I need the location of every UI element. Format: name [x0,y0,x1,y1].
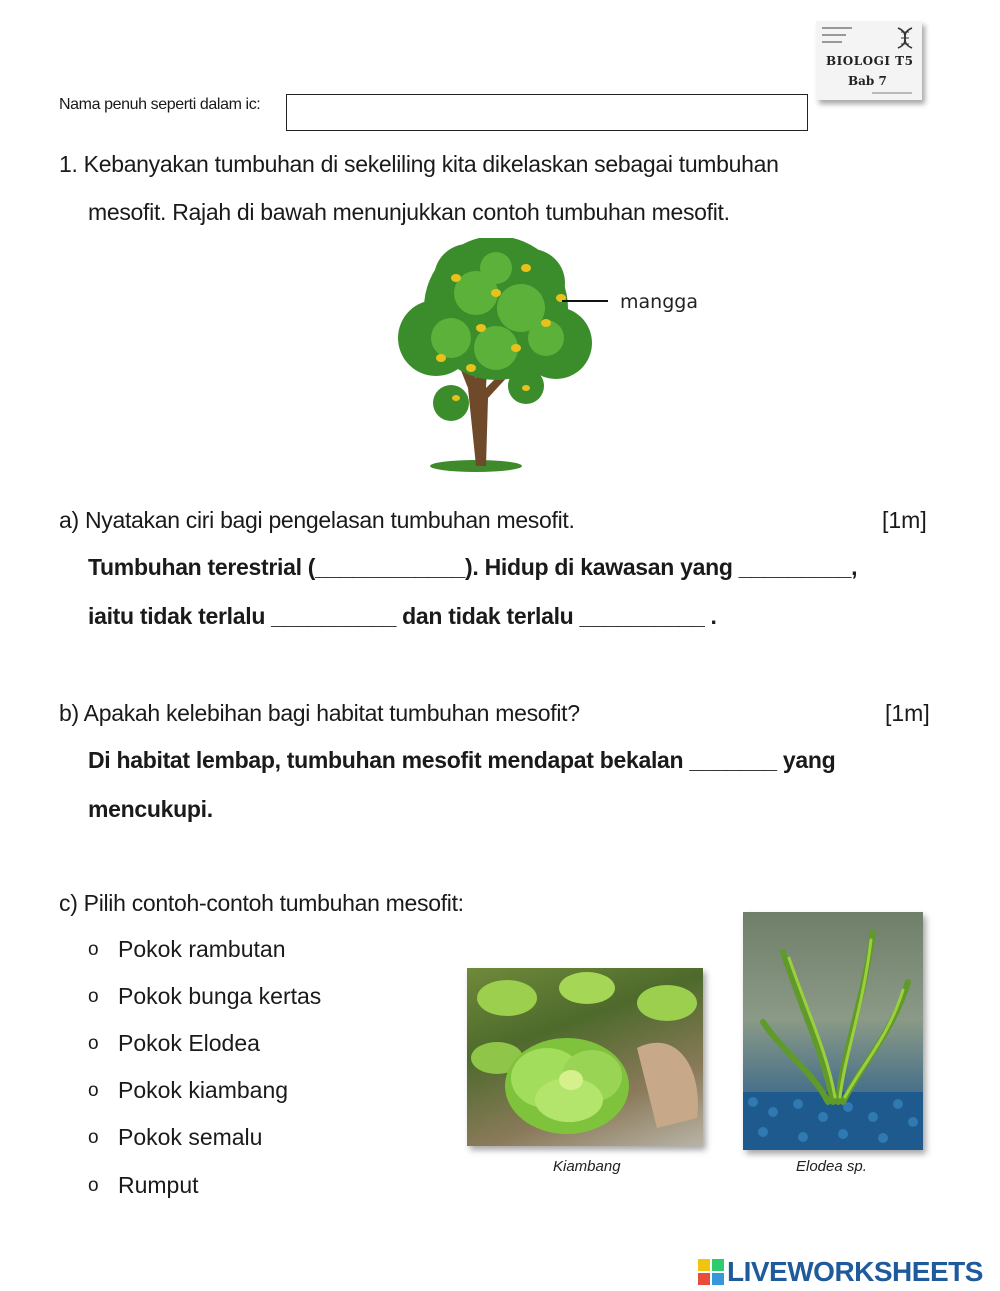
question-intro-line1: 1. Kebanyakan tumbuhan di sekeliling kita dikelaskan sebagai tumbuhan [59,151,779,177]
part-a-answer-line2[interactable]: iaitu tidak terlalu __________ dan tidak terlalu __________ . [88,603,717,629]
kiambang-photo [467,968,703,1146]
part-b-answer-line2: mencukupi. [88,796,213,822]
part-b-marks: [1m] [885,700,930,726]
part-a-answer-line1[interactable]: Tumbuhan terestrial (____________). Hidup di kawasan yang _________, [88,554,858,580]
elodea-caption: Elodea sp. [796,1158,867,1175]
option-label: Pokok Elodea [118,1030,260,1056]
name-input[interactable] [286,94,808,131]
badge-title: BIOLOGI T5 [826,54,914,68]
radio-circle-icon[interactable]: o [88,985,99,1007]
option-label: Rumput [118,1172,199,1198]
subject-badge [816,21,922,100]
question-intro-line2: mesofit. Rajah di bawah menunjukkan contoh tumbuhan mesofit. [88,199,730,225]
option-item[interactable] [88,1077,288,1104]
liveworksheets-brand: LIVEWORKSHEETS [727,1256,983,1287]
liveworksheets-logo [698,1256,983,1288]
option-label: Pokok semalu [118,1124,263,1150]
mango-tree-image [396,238,606,474]
option-label: Pokok bunga kertas [118,983,322,1009]
tree-label-line [562,300,608,302]
option-item[interactable] [88,1172,199,1199]
radio-circle-icon[interactable]: o [88,938,99,960]
tree-label: mangga [620,291,698,313]
name-label: Nama penuh seperti dalam ic: [59,96,261,113]
part-b-question: b) Apakah kelebihan bagi habitat tumbuhan mesofit? [59,700,580,726]
badge-chapter: Bab 7 [848,74,887,88]
radio-circle-icon[interactable]: o [88,1079,99,1101]
radio-circle-icon[interactable]: o [88,1032,99,1054]
part-b-answer-line1[interactable]: Di habitat lembap, tumbuhan mesofit mendapat bekalan _______ yang [88,747,836,773]
liveworksheets-logo-icon [698,1259,724,1285]
option-label: Pokok rambutan [118,936,286,962]
option-item[interactable] [88,1124,262,1151]
option-item[interactable] [88,936,285,963]
part-a-marks: [1m] [882,507,927,533]
part-a-question: a) Nyatakan ciri bagi pengelasan tumbuhan mesofit. [59,507,575,533]
elodea-photo [743,912,923,1150]
part-c-question: c) Pilih contoh-contoh tumbuhan mesofit: [59,890,464,916]
radio-circle-icon[interactable]: o [88,1174,99,1196]
dna-icon [894,26,916,50]
kiambang-caption: Kiambang [553,1158,621,1175]
option-label: Pokok kiambang [118,1077,289,1103]
option-item[interactable] [88,1030,260,1057]
radio-circle-icon[interactable]: o [88,1126,99,1148]
option-item[interactable] [88,983,321,1010]
